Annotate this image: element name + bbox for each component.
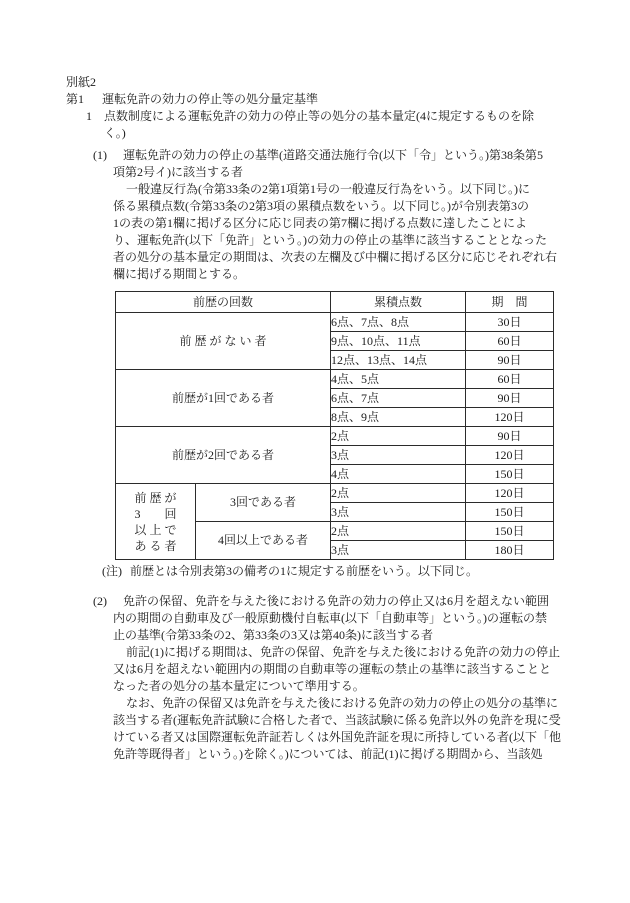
period-cell: 90日 xyxy=(466,389,554,408)
points-cell: 4点、5点 xyxy=(331,370,466,389)
clause-2-line: 内の期間の自動車及び一般原動機付自転車(以下「自動車等」という。)の運転の禁 xyxy=(113,611,547,625)
clause-2-block xyxy=(66,593,572,763)
section-heading-number: 第1 xyxy=(66,92,85,106)
table-header-row xyxy=(116,292,554,313)
table-row xyxy=(116,484,554,503)
clause-2-line: なった者の処分の基本量定について準用する。 xyxy=(113,679,365,693)
clause-1-line: 係る累積点数(令第33条の2第3項の累積点数をいう。以下同じ。)が令別表第3の xyxy=(113,199,529,213)
table-note-marker: (注) xyxy=(102,564,122,578)
period-cell: 180日 xyxy=(466,541,554,560)
history-sublabel-three: 3回である者 xyxy=(196,484,331,522)
clause-2-line xyxy=(93,593,572,610)
period-cell: 150日 xyxy=(466,503,554,522)
period-cell: 150日 xyxy=(466,465,554,484)
clause-2-line: 止の基準(令第33条の2、第33条の3又は第40条)に該当する者 xyxy=(113,628,433,642)
points-cell: 2点 xyxy=(331,522,466,541)
history-label-two: 前歴が2回である者 xyxy=(116,427,331,484)
clause-1-line xyxy=(93,147,572,164)
clause-2-number: (2) xyxy=(93,594,107,608)
points-cell: 2点 xyxy=(331,427,466,446)
table-row xyxy=(116,370,554,389)
clause-1-line: り、運転免許(以下「免許」という。)の効力の停止の基準に該当することとなった xyxy=(113,233,547,247)
period-cell: 60日 xyxy=(466,370,554,389)
item-1-text: 点数制度による運転免許の効力の停止等の処分の基本量定(4に規定するものを除 xyxy=(104,109,534,123)
period-cell: 90日 xyxy=(466,427,554,446)
table-header-points: 累積点数 xyxy=(331,292,466,313)
table-row xyxy=(116,313,554,332)
item-1-line xyxy=(86,108,572,125)
points-cell: 4点 xyxy=(331,465,466,484)
clause-2-line: けている者又は国際運転免許証若しくは外国免許証を現に所持している者(以下「他 xyxy=(113,730,561,744)
clause-1-line: 者の処分の基本量定の期間は、次表の左欄及び中欄に掲げる区分に応じそれぞれ右 xyxy=(113,250,558,264)
penalty-period-table xyxy=(115,291,554,560)
period-cell: 30日 xyxy=(466,313,554,332)
attachment-label: 別紙2 xyxy=(66,75,97,89)
period-cell: 120日 xyxy=(466,484,554,503)
points-cell: 3点 xyxy=(331,541,466,560)
points-cell: 6点、7点、8点 xyxy=(331,313,466,332)
points-cell: 3点 xyxy=(331,503,466,522)
clause-1-line: 一般違反行為(令第33条の2第1項第1号の一般違反行為をいう。以下同じ。)に xyxy=(126,182,530,196)
history-label-line: 以 上 で xyxy=(134,522,177,537)
section-heading xyxy=(66,91,572,108)
item-1-block xyxy=(66,108,572,142)
table-note-text: 前歴とは令別表第3の備考の1に規定する前歴をいう。以下同じ。 xyxy=(130,564,479,578)
clause-1-line: 1の表の第1欄に掲げる区分に応じ同表の第7欄に掲げる点数に達したことによ xyxy=(113,216,528,230)
history-label-line: 3 回 xyxy=(134,506,177,521)
item-1-number: 1 xyxy=(86,109,92,123)
clause-2-line: 又は6月を超えない範囲内の期間の自動車等の運転の禁止の基準に該当することと xyxy=(113,662,552,676)
period-cell: 90日 xyxy=(466,351,554,370)
table-header-history: 前歴の回数 xyxy=(116,292,331,313)
history-label-line: あ る 者 xyxy=(134,538,177,553)
clause-1-text: 運転免許の効力の停止の基準(道路交通法施行令(以下「令」という。)第38条第5 xyxy=(123,148,543,162)
period-cell: 60日 xyxy=(466,332,554,351)
points-cell: 12点、13点、14点 xyxy=(331,351,466,370)
history-label-line: 前 歴 が xyxy=(134,490,177,505)
clause-2-line: 前記(1)に掲げる期間は、免許の保留、免許を与えた後における免許の効力の停止 xyxy=(126,645,560,659)
clause-2-text: 免許の保留、免許を与えた後における免許の効力の停止又は6月を超えない範囲 xyxy=(123,594,550,608)
clause-1-block xyxy=(66,147,572,283)
clause-2-line: 該当する者(運転免許試験に合格した者で、当該試験に係る免許以外の免許を現に受 xyxy=(113,713,561,727)
points-cell: 3点 xyxy=(331,446,466,465)
history-label-none: 前 歴 が な い 者 xyxy=(116,313,331,370)
points-cell: 8点、9点 xyxy=(331,408,466,427)
period-cell: 120日 xyxy=(466,446,554,465)
history-label-one: 前歴が1回である者 xyxy=(116,370,331,427)
table-note xyxy=(102,563,572,580)
points-cell: 6点、7点 xyxy=(331,389,466,408)
clause-1-line: 欄に掲げる期間とする。 xyxy=(113,267,246,281)
clause-1-line: 項第2号イ)に該当する者 xyxy=(113,165,243,179)
item-1-line: く。) xyxy=(104,126,126,140)
points-cell: 9点、10点、11点 xyxy=(331,332,466,351)
period-cell: 120日 xyxy=(466,408,554,427)
history-label-three-plus xyxy=(116,484,196,560)
points-cell: 2点 xyxy=(331,484,466,503)
section-heading-text: 運転免許の効力の停止等の処分量定基準 xyxy=(102,92,319,106)
clause-1-number: (1) xyxy=(93,148,107,162)
clause-2-line: なお、免許の保留又は免許を与えた後における免許の効力の停止の処分の基準に xyxy=(126,696,559,710)
table-header-period: 期 間 xyxy=(466,292,554,313)
period-cell: 150日 xyxy=(466,522,554,541)
history-sublabel-four-plus: 4回以上である者 xyxy=(196,522,331,560)
table-row xyxy=(116,427,554,446)
clause-2-line: 免許等既得者」という。)を除く。)については、前記(1)に掲げる期間から、当該処 xyxy=(113,747,543,761)
